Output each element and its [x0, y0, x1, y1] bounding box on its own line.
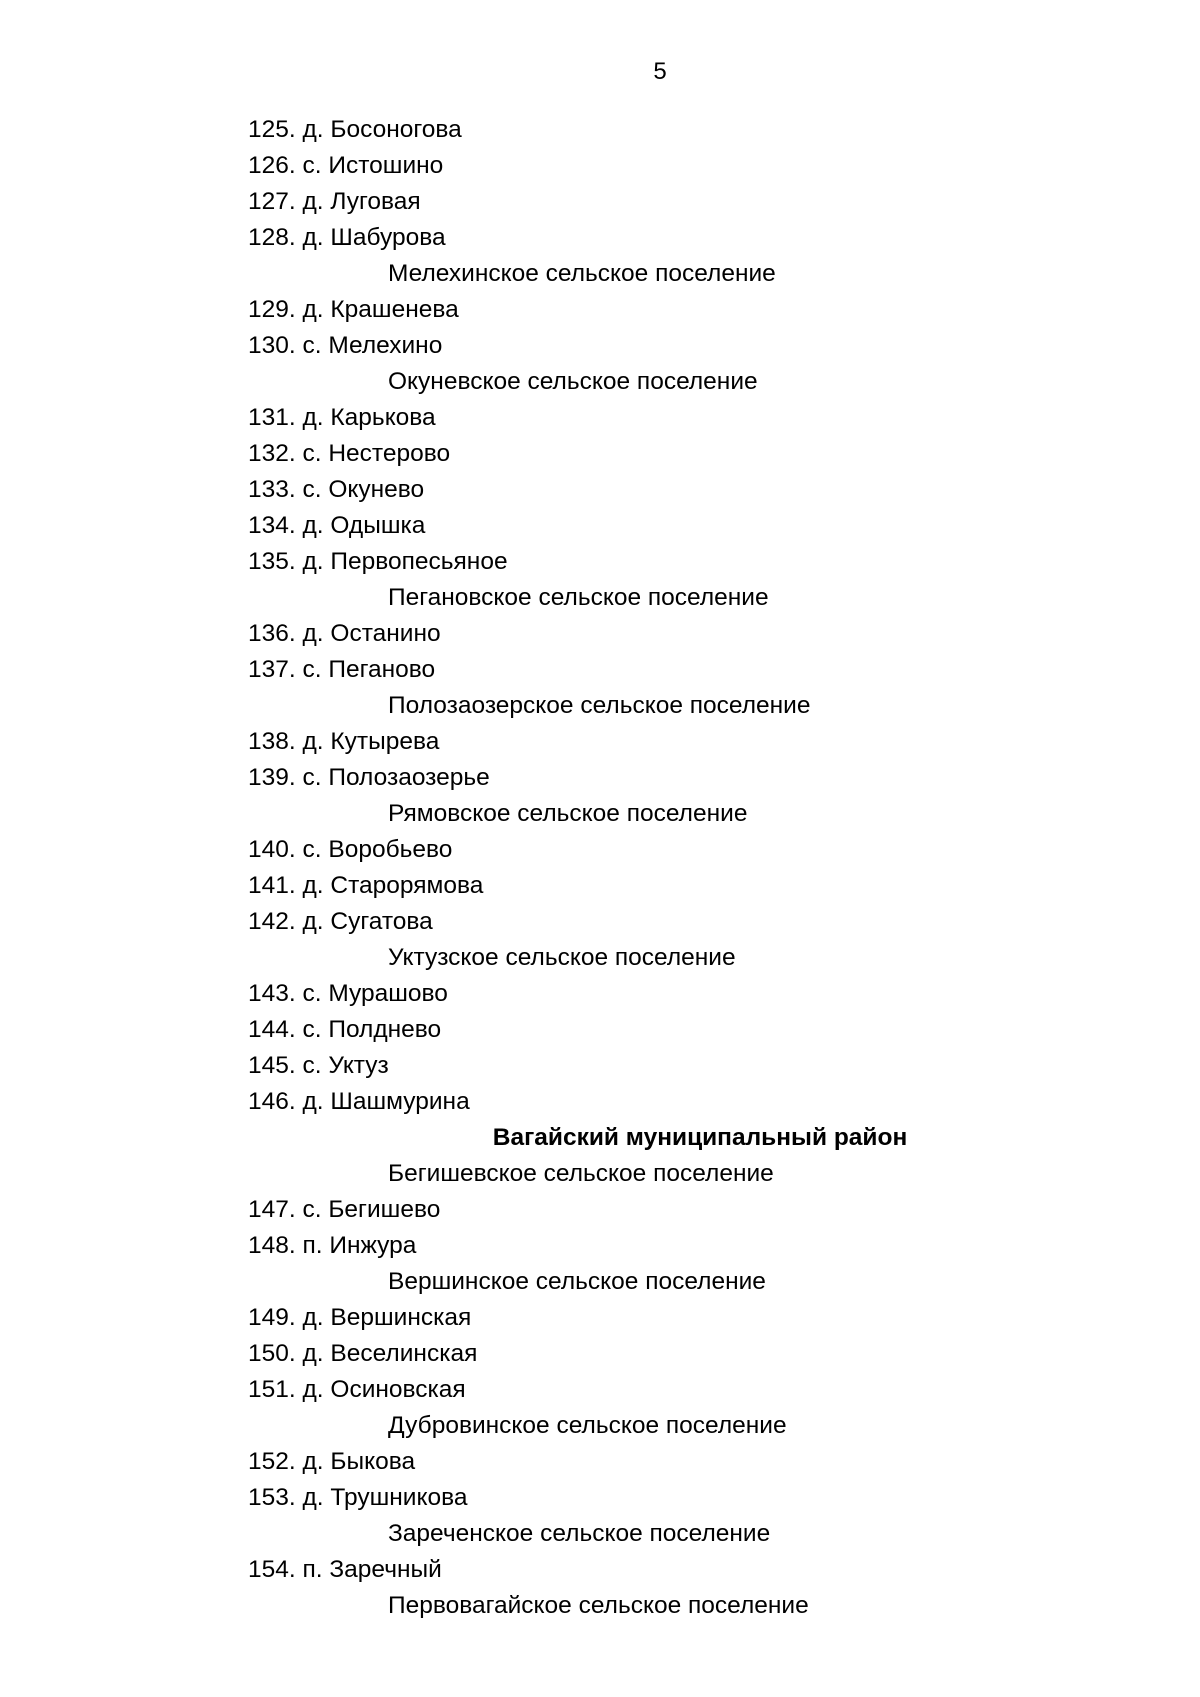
list-item: 142. д. Сугатова	[248, 908, 433, 935]
list-item: 153. д. Трушникова	[248, 1484, 468, 1511]
list-item: 144. с. Полднево	[248, 1016, 442, 1043]
list-item: 147. с. Бегишево	[248, 1196, 441, 1223]
settlement-heading: Первовагайское сельское поселение	[388, 1592, 809, 1619]
list-item: 129. д. Крашенева	[248, 296, 459, 323]
list-item: 143. с. Мурашово	[248, 980, 448, 1007]
list-item: 128. д. Шабурова	[248, 224, 446, 251]
list-item: 131. д. Карькова	[248, 404, 436, 431]
list-item: 133. с. Окунево	[248, 476, 425, 503]
list-item: 149. д. Вершинская	[248, 1304, 472, 1331]
settlement-heading: Мелехинское сельское поселение	[388, 260, 776, 287]
list-item: 140. с. Воробьево	[248, 836, 453, 863]
settlement-list	[0, 112, 1200, 1624]
list-item: 146. д. Шашмурина	[248, 1088, 470, 1115]
settlement-heading: Дубровинское сельское поселение	[388, 1412, 787, 1439]
list-item: 152. д. Быкова	[248, 1448, 416, 1475]
settlement-heading: Окуневское сельское поселение	[388, 368, 758, 395]
list-item: 136. д. Останино	[248, 620, 441, 647]
settlement-heading: Бегишевское сельское поселение	[388, 1160, 774, 1187]
list-item: 130. с. Мелехино	[248, 332, 443, 359]
list-item: 145. с. Уктуз	[248, 1052, 389, 1079]
settlement-heading: Уктузское сельское поселение	[388, 944, 736, 971]
list-item: 132. с. Нестерово	[248, 440, 451, 467]
list-item: 126. с. Истошино	[248, 152, 444, 179]
list-item: 127. д. Луговая	[248, 188, 421, 215]
list-item: 138. д. Кутырева	[248, 728, 440, 755]
settlement-heading: Пегановское сельское поселение	[388, 584, 769, 611]
settlement-heading: Рямовское сельское поселение	[388, 800, 748, 827]
list-item: 125. д. Босоногова	[248, 116, 462, 143]
list-item: 141. д. Старорямова	[248, 872, 484, 899]
settlement-heading: Полозаозерское сельское поселение	[388, 692, 811, 719]
list-item: 134. д. Одышка	[248, 512, 426, 539]
settlement-heading: Зареченское сельское поселение	[388, 1520, 771, 1547]
list-item: 135. д. Первопесьяное	[248, 548, 508, 575]
list-item: 139. с. Полозаозерье	[248, 764, 490, 791]
list-item: 150. д. Веселинская	[248, 1340, 478, 1367]
district-heading: Вагайский муниципальный район	[492, 1124, 908, 1151]
page-number: 5	[653, 58, 667, 85]
settlement-heading: Вершинское сельское поселение	[388, 1268, 766, 1295]
list-item: 154. п. Заречный	[248, 1556, 442, 1583]
list-item: 148. п. Инжура	[248, 1232, 417, 1259]
list-item: 151. д. Осиновская	[248, 1376, 466, 1403]
list-item: 137. с. Пеганово	[248, 656, 436, 683]
